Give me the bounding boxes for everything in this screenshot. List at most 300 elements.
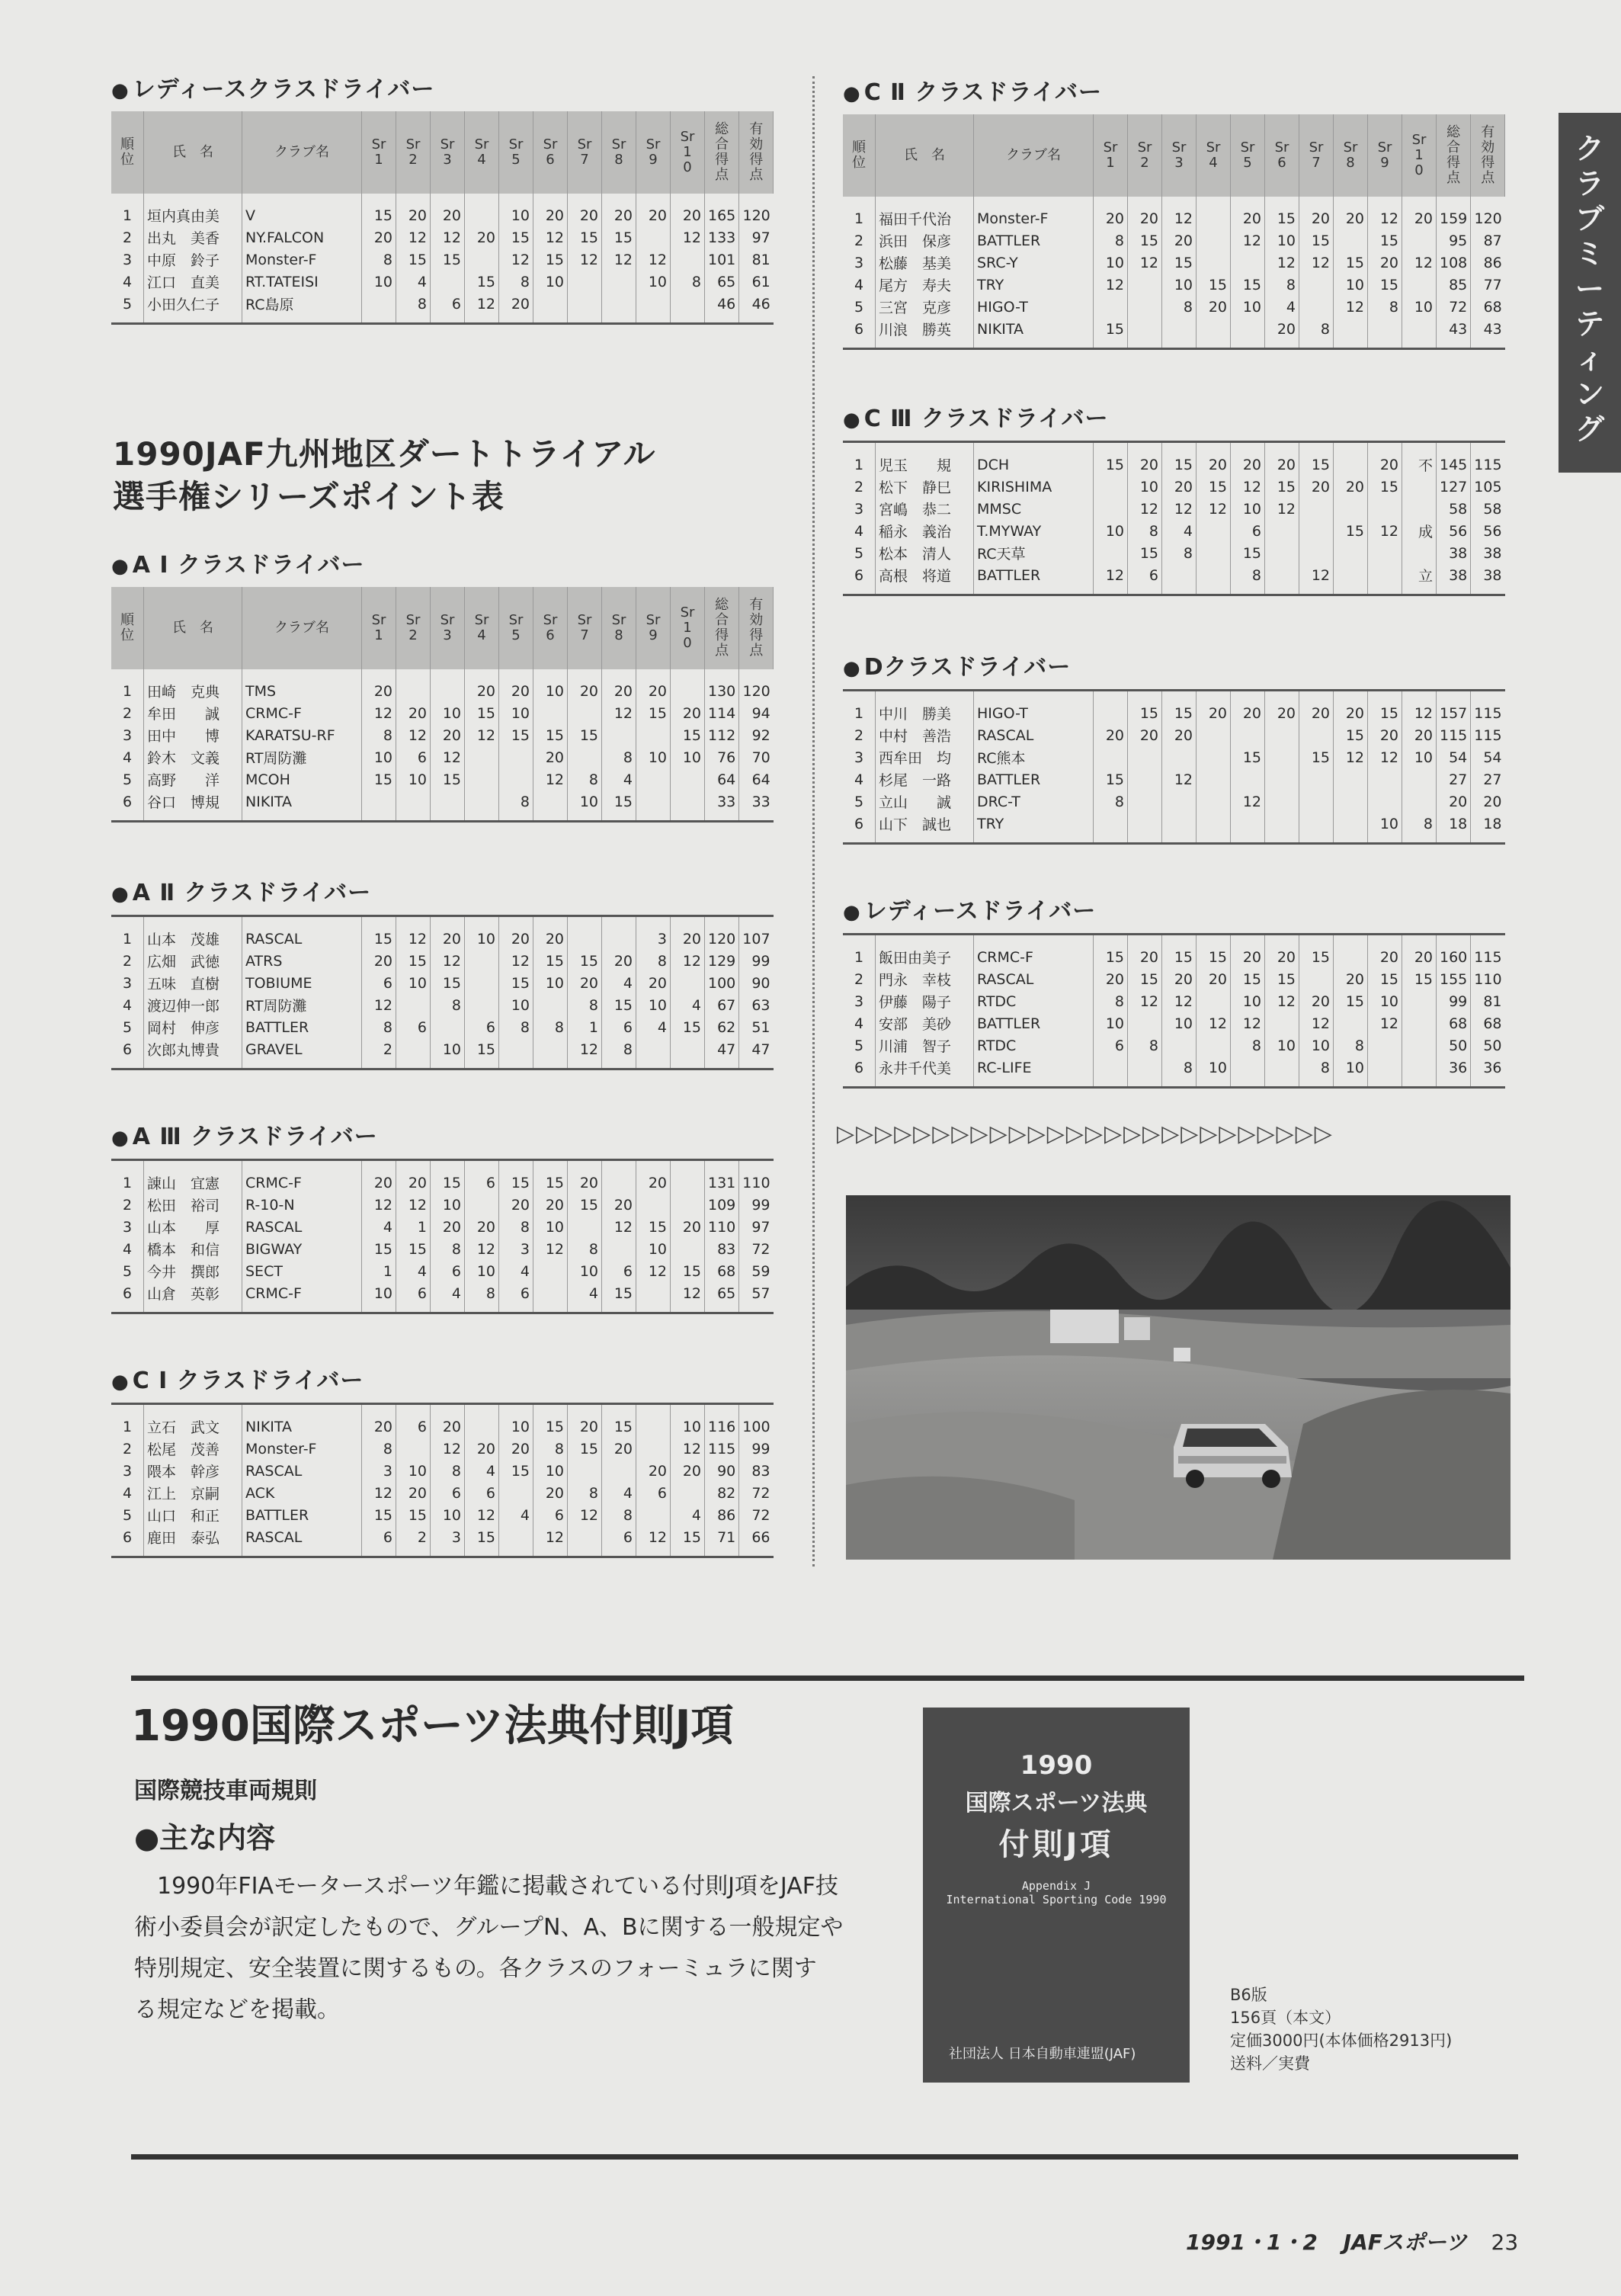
cell-round-points bbox=[1162, 318, 1197, 349]
cell-name: 中村 善浩 bbox=[876, 724, 974, 746]
cell-round-points: 20 bbox=[1368, 252, 1402, 274]
cell-round-points bbox=[1197, 197, 1231, 229]
cell-round-points bbox=[1334, 442, 1368, 476]
cell-round-points: 8 bbox=[1094, 990, 1128, 1012]
cell-round-points: 20 bbox=[431, 724, 465, 746]
cell-round-points bbox=[1265, 542, 1299, 564]
cell-valid: 107 bbox=[742, 930, 770, 948]
cell-round-points: 12 bbox=[1231, 476, 1265, 498]
points-table bbox=[843, 689, 1505, 845]
table-row bbox=[111, 194, 774, 226]
cell-round-points: 8 bbox=[362, 249, 396, 271]
table-row bbox=[843, 990, 1505, 1012]
cell-round-points bbox=[396, 994, 431, 1016]
cell-round-points: 8 bbox=[499, 271, 533, 293]
cell-club: HIGO-T bbox=[974, 691, 1094, 725]
cell-valid: 50 bbox=[1483, 1037, 1502, 1054]
cell-round-points bbox=[1265, 1012, 1299, 1034]
cell-round-points: 15 bbox=[1334, 990, 1368, 1012]
cell-round-points: 12 bbox=[1368, 197, 1402, 229]
cell-total: 114 bbox=[705, 702, 739, 724]
cell-club: BATTLER bbox=[974, 564, 1094, 595]
cell-total: 115 bbox=[705, 1438, 739, 1460]
cell-round-points bbox=[1299, 768, 1334, 790]
header-round: Sr1 bbox=[1094, 114, 1128, 197]
contents-heading: ●主な内容 bbox=[134, 1821, 276, 1855]
cell-rank: 4 bbox=[111, 271, 144, 293]
cell-round-points: 10 bbox=[636, 994, 671, 1016]
cell-round-points: 12 bbox=[1299, 1012, 1334, 1034]
cell-name: 稲永 義治 bbox=[876, 520, 974, 542]
cell-round-points: 8 bbox=[1368, 296, 1402, 318]
cell-total: 46 bbox=[705, 293, 739, 324]
cell-round-points: 20 bbox=[431, 1216, 465, 1238]
cell-round-points: 10 bbox=[1334, 1057, 1368, 1088]
cell-valid: 97 bbox=[751, 229, 770, 246]
cell-round-points: 不 bbox=[1402, 442, 1437, 476]
cell-round-points: 20 bbox=[1334, 197, 1368, 229]
header-total: 総合得点 bbox=[1437, 114, 1471, 197]
cell-round-points: 15 bbox=[1162, 935, 1197, 969]
cell-round-points: 12 bbox=[533, 1526, 568, 1557]
cell-round-points: 4 bbox=[1265, 296, 1299, 318]
cell-rank: 6 bbox=[111, 1282, 144, 1313]
cell-round-points bbox=[396, 1038, 431, 1069]
table-block-c1 bbox=[111, 1361, 774, 1558]
cell-valid: 90 bbox=[751, 974, 770, 992]
cell-round-points: 6 bbox=[602, 1016, 636, 1038]
header-rank: 順位 bbox=[111, 111, 144, 194]
cell-round-points bbox=[499, 1038, 533, 1069]
cell-round-points: 15 bbox=[1128, 968, 1162, 990]
section-title: ● A Ⅲ クラスドライバー bbox=[111, 1124, 378, 1150]
cell-round-points: 12 bbox=[1231, 1012, 1265, 1034]
cell-round-points: 8 bbox=[499, 1016, 533, 1038]
cell-round-points: 12 bbox=[362, 1194, 396, 1216]
cell-round-points: 10 bbox=[1265, 229, 1299, 252]
cell-name: 中原 鈴子 bbox=[144, 249, 242, 271]
cell-total: 67 bbox=[705, 994, 739, 1016]
cell-round-points bbox=[636, 293, 671, 324]
cell-round-points: 12 bbox=[1368, 520, 1402, 542]
cell-round-points: 6 bbox=[602, 1260, 636, 1282]
cell-round-points: 4 bbox=[396, 1260, 431, 1282]
cell-round-points: 20 bbox=[568, 194, 602, 226]
cell-round-points bbox=[1265, 746, 1299, 768]
table-row bbox=[843, 564, 1505, 595]
cell-round-points bbox=[1368, 768, 1402, 790]
cell-round-points: 4 bbox=[602, 768, 636, 790]
table-row bbox=[843, 1012, 1505, 1034]
cell-club: RTDC bbox=[974, 990, 1094, 1012]
cell-rank: 2 bbox=[111, 1194, 144, 1216]
table-row bbox=[111, 768, 774, 790]
cell-round-points bbox=[1128, 318, 1162, 349]
cell-round-points: 10 bbox=[431, 1194, 465, 1216]
table-row bbox=[111, 1282, 774, 1313]
table-row bbox=[111, 1438, 774, 1460]
cell-round-points: 15 bbox=[465, 702, 499, 724]
cell-round-points bbox=[1402, 498, 1437, 520]
cell-round-points: 20 bbox=[1368, 442, 1402, 476]
cell-round-points: 15 bbox=[1231, 542, 1265, 564]
cell-rank: 1 bbox=[111, 194, 144, 226]
cell-total: 127 bbox=[1437, 476, 1471, 498]
cell-round-points bbox=[1265, 724, 1299, 746]
cell-round-points: 15 bbox=[1334, 252, 1368, 274]
header-club: クラブ名 bbox=[974, 114, 1094, 197]
cell-round-points: 15 bbox=[1231, 274, 1265, 296]
cell-total: 155 bbox=[1437, 968, 1471, 990]
cell-round-points: 12 bbox=[1094, 564, 1128, 595]
cell-round-points: 12 bbox=[636, 1526, 671, 1557]
main-title bbox=[113, 433, 656, 518]
cell-name: 中川 勝美 bbox=[876, 691, 974, 725]
cell-round-points: 20 bbox=[1299, 691, 1334, 725]
cell-round-points: 10 bbox=[396, 1460, 431, 1482]
cell-club: RC-LIFE bbox=[974, 1057, 1094, 1088]
cell-round-points: 15 bbox=[671, 1526, 705, 1557]
cell-round-points bbox=[1299, 813, 1334, 844]
cell-round-points bbox=[1299, 724, 1334, 746]
bottom-rule bbox=[131, 2154, 1518, 2160]
cell-name: 今井 撰郎 bbox=[144, 1260, 242, 1282]
table-row bbox=[111, 724, 774, 746]
cell-round-points: 12 bbox=[671, 226, 705, 249]
cell-rank: 3 bbox=[111, 724, 144, 746]
cell-rank: 4 bbox=[111, 994, 144, 1016]
photo-illustration bbox=[846, 1195, 1510, 1560]
cell-round-points: 8 bbox=[1162, 542, 1197, 564]
cell-round-points: 20 bbox=[1231, 691, 1265, 725]
cell-round-points bbox=[1299, 274, 1334, 296]
cell-round-points bbox=[1402, 790, 1437, 813]
cell-round-points: 15 bbox=[1197, 935, 1231, 969]
cell-name: 杉尾 一路 bbox=[876, 768, 974, 790]
header-round: Sr6 bbox=[1265, 114, 1299, 197]
cell-round-points: 20 bbox=[465, 1216, 499, 1238]
cell-name: 田中 博 bbox=[144, 724, 242, 746]
cell-round-points: 20 bbox=[1265, 318, 1299, 349]
table-row bbox=[843, 768, 1505, 790]
cell-round-points: 10 bbox=[1368, 813, 1402, 844]
cell-round-points bbox=[465, 1404, 499, 1438]
cell-round-points: 12 bbox=[362, 702, 396, 724]
cell-valid: 18 bbox=[1483, 815, 1502, 832]
cell-round-points bbox=[533, 293, 568, 324]
cell-valid: 77 bbox=[1483, 276, 1502, 293]
cell-round-points bbox=[602, 916, 636, 951]
cell-round-points: 10 bbox=[465, 1260, 499, 1282]
cell-rank: 5 bbox=[111, 768, 144, 790]
cell-valid: 63 bbox=[751, 996, 770, 1014]
cell-club: BATTLER bbox=[242, 1504, 362, 1526]
cell-round-points: 20 bbox=[362, 669, 396, 702]
cell-valid: 86 bbox=[1483, 254, 1502, 271]
cell-name: 岡村 伸彦 bbox=[144, 1016, 242, 1038]
cell-round-points: 12 bbox=[362, 994, 396, 1016]
cell-round-points: 20 bbox=[602, 194, 636, 226]
table-row bbox=[111, 994, 774, 1016]
header-round: Sr5 bbox=[1231, 114, 1265, 197]
cell-round-points: 12 bbox=[1299, 564, 1334, 595]
table-row bbox=[111, 1404, 774, 1438]
cell-round-points: 20 bbox=[1162, 476, 1197, 498]
cell-round-points: 12 bbox=[1162, 197, 1197, 229]
cell-round-points: 20 bbox=[1162, 968, 1197, 990]
cell-rank: 3 bbox=[111, 1216, 144, 1238]
cell-total: 68 bbox=[705, 1260, 739, 1282]
cell-round-points bbox=[499, 746, 533, 768]
points-table bbox=[111, 915, 774, 1070]
cell-round-points: 15 bbox=[499, 1460, 533, 1482]
header-round: Sr7 bbox=[568, 587, 602, 669]
cell-valid: 99 bbox=[751, 1440, 770, 1457]
cell-round-points: 10 bbox=[1162, 1012, 1197, 1034]
cell-round-points: 20 bbox=[362, 226, 396, 249]
cell-round-points bbox=[1162, 564, 1197, 595]
cell-round-points bbox=[636, 724, 671, 746]
header-round: Sr9 bbox=[636, 111, 671, 194]
cell-round-points: 8 bbox=[499, 790, 533, 822]
cell-round-points bbox=[671, 1038, 705, 1069]
cell-round-points: 20 bbox=[1402, 197, 1437, 229]
cell-round-points: 8 bbox=[431, 1238, 465, 1260]
cell-round-points: 12 bbox=[1197, 1012, 1231, 1034]
cell-round-points bbox=[1402, 990, 1437, 1012]
cell-round-points bbox=[636, 1038, 671, 1069]
cell-club: CRMC-F bbox=[242, 1160, 362, 1194]
cell-rank: 5 bbox=[843, 296, 876, 318]
table-row bbox=[111, 669, 774, 702]
cell-round-points bbox=[1197, 790, 1231, 813]
cell-round-points: 12 bbox=[1094, 274, 1128, 296]
cell-round-points bbox=[1231, 768, 1265, 790]
cell-name: 三宮 克彦 bbox=[876, 296, 974, 318]
cell-round-points: 6 bbox=[1128, 564, 1162, 595]
cell-round-points: 12 bbox=[568, 1038, 602, 1069]
cell-rank: 2 bbox=[843, 968, 876, 990]
section-title: ● C Ⅰ クラスドライバー bbox=[111, 1368, 364, 1394]
cell-round-points: 10 bbox=[533, 972, 568, 994]
cell-name: 松尾 茂善 bbox=[144, 1438, 242, 1460]
cell-round-points: 20 bbox=[568, 669, 602, 702]
cell-round-points: 8 bbox=[1231, 564, 1265, 595]
cell-round-points: 20 bbox=[1368, 935, 1402, 969]
cell-club: Monster-F bbox=[242, 1438, 362, 1460]
cell-round-points: 12 bbox=[431, 950, 465, 972]
cell-rank: 1 bbox=[843, 197, 876, 229]
cell-round-points: 15 bbox=[602, 994, 636, 1016]
cell-round-points bbox=[431, 790, 465, 822]
cell-round-points: 6 bbox=[1094, 1034, 1128, 1057]
cell-round-points: 6 bbox=[362, 1526, 396, 1557]
section-sidebar-tab bbox=[1559, 113, 1621, 473]
cell-round-points: 15 bbox=[533, 724, 568, 746]
cell-rank: 6 bbox=[843, 813, 876, 844]
cell-name: 山倉 英彰 bbox=[144, 1282, 242, 1313]
header-round: Sr2 bbox=[396, 587, 431, 669]
cell-round-points: 15 bbox=[1197, 274, 1231, 296]
cell-name: 永井千代美 bbox=[876, 1057, 974, 1088]
points-table bbox=[843, 933, 1505, 1089]
header-round: Sr10 bbox=[671, 587, 705, 669]
cell-round-points: 15 bbox=[362, 916, 396, 951]
cell-round-points: 8 bbox=[1231, 1034, 1265, 1057]
cell-round-points bbox=[533, 994, 568, 1016]
cell-round-points bbox=[671, 768, 705, 790]
cell-round-points bbox=[1265, 813, 1299, 844]
cell-round-points: 20 bbox=[1368, 724, 1402, 746]
cell-round-points: 20 bbox=[1128, 197, 1162, 229]
table-row bbox=[843, 691, 1505, 725]
header-total: 総合得点 bbox=[705, 587, 739, 669]
cell-total: 68 bbox=[1437, 1012, 1471, 1034]
cell-total: 131 bbox=[705, 1160, 739, 1194]
table-row bbox=[111, 1260, 774, 1282]
cell-rank: 1 bbox=[111, 1160, 144, 1194]
cell-round-points bbox=[1128, 790, 1162, 813]
cell-valid: 43 bbox=[1483, 320, 1502, 338]
cell-round-points: 15 bbox=[362, 1238, 396, 1260]
cell-club: RC熊本 bbox=[974, 746, 1094, 768]
publication-description: 1990年FIAモータースポーツ年鑑に掲載されている付則J項をJAF技 術小委員会が訳定したもので、グループN、A、Bに関する一般規定や 特別規定、安全装置に関するもの。各クラスのフォーミュラに関す る規定などを掲載。 bbox=[134, 1873, 844, 2023]
cell-round-points: 10 bbox=[533, 669, 568, 702]
table-row bbox=[111, 1504, 774, 1526]
cell-round-points: 12 bbox=[1368, 746, 1402, 768]
cell-round-points: 15 bbox=[362, 1504, 396, 1526]
cell-round-points bbox=[1368, 1057, 1402, 1088]
cell-round-points: 15 bbox=[1368, 274, 1402, 296]
cell-round-points bbox=[533, 790, 568, 822]
cell-round-points: 20 bbox=[1231, 442, 1265, 476]
cell-valid: 70 bbox=[751, 749, 770, 766]
cell-round-points bbox=[1128, 813, 1162, 844]
cell-name: 広畑 武徳 bbox=[144, 950, 242, 972]
cell-round-points: 20 bbox=[636, 972, 671, 994]
cell-total: 112 bbox=[705, 724, 739, 746]
cell-club: BATTLER bbox=[974, 1012, 1094, 1034]
cell-round-points: 6 bbox=[533, 1504, 568, 1526]
cell-name: 垣内真由美 bbox=[144, 194, 242, 226]
cell-valid: 115 bbox=[1474, 948, 1502, 966]
cell-round-points: 15 bbox=[671, 1260, 705, 1282]
cell-round-points: 10 bbox=[568, 1260, 602, 1282]
cell-total: 33 bbox=[705, 790, 739, 822]
cell-total: 64 bbox=[705, 768, 739, 790]
cell-round-points bbox=[1402, 229, 1437, 252]
cell-round-points: 20 bbox=[431, 916, 465, 951]
cell-round-points bbox=[1231, 813, 1265, 844]
cell-rank: 4 bbox=[843, 1012, 876, 1034]
cell-round-points: 12 bbox=[1231, 229, 1265, 252]
cell-round-points bbox=[1299, 498, 1334, 520]
book-title-line2: 付則J項 bbox=[998, 1827, 1114, 1862]
cell-round-points bbox=[1368, 318, 1402, 349]
cell-round-points: 6 bbox=[602, 1526, 636, 1557]
cell-club: Monster-F bbox=[242, 249, 362, 271]
cell-round-points: 15 bbox=[602, 790, 636, 822]
cell-name: 五味 直樹 bbox=[144, 972, 242, 994]
cell-name: 小田久仁子 bbox=[144, 293, 242, 324]
cell-name: 谷口 博規 bbox=[144, 790, 242, 822]
cell-round-points bbox=[465, 746, 499, 768]
cell-round-points bbox=[1402, 768, 1437, 790]
cell-round-points: 20 bbox=[1128, 442, 1162, 476]
cell-valid: 38 bbox=[1483, 566, 1502, 584]
cell-rank: 1 bbox=[111, 916, 144, 951]
cell-valid: 105 bbox=[1474, 478, 1502, 495]
cell-club: BATTLER bbox=[242, 1016, 362, 1038]
table-row bbox=[111, 1016, 774, 1038]
table-row bbox=[111, 1460, 774, 1482]
cell-round-points bbox=[1265, 564, 1299, 595]
top-rule bbox=[131, 1676, 1524, 1681]
header-round: Sr8 bbox=[1334, 114, 1368, 197]
cell-round-points: 12 bbox=[1231, 790, 1265, 813]
cell-club: Monster-F bbox=[974, 197, 1094, 229]
cell-total: 90 bbox=[705, 1460, 739, 1482]
cell-club: SECT bbox=[242, 1260, 362, 1282]
cell-round-points: 12 bbox=[465, 1504, 499, 1526]
cell-round-points: 12 bbox=[431, 226, 465, 249]
cell-round-points: 15 bbox=[1094, 318, 1128, 349]
cell-round-points: 20 bbox=[1197, 968, 1231, 990]
cell-round-points: 8 bbox=[1402, 813, 1437, 844]
cell-round-points bbox=[568, 702, 602, 724]
cell-club: DCH bbox=[974, 442, 1094, 476]
table-row bbox=[843, 790, 1505, 813]
cell-round-points bbox=[1197, 813, 1231, 844]
book-info-line: 送料／実費 bbox=[1230, 2054, 1310, 2073]
cell-club: RC島原 bbox=[242, 293, 362, 324]
cell-round-points bbox=[1402, 318, 1437, 349]
cell-rank: 1 bbox=[843, 442, 876, 476]
cell-name: 山口 和正 bbox=[144, 1504, 242, 1526]
cell-round-points bbox=[1197, 520, 1231, 542]
cell-round-points: 8 bbox=[671, 271, 705, 293]
cell-round-points: 20 bbox=[431, 1404, 465, 1438]
header-round: Sr10 bbox=[1402, 114, 1437, 197]
cell-round-points bbox=[1299, 968, 1334, 990]
cell-club: RASCAL bbox=[242, 1216, 362, 1238]
cell-round-points: 20 bbox=[1402, 724, 1437, 746]
table-row bbox=[111, 1482, 774, 1504]
cell-round-points bbox=[1402, 1012, 1437, 1034]
cell-round-points: 3 bbox=[362, 1460, 396, 1482]
cell-round-points: 20 bbox=[1299, 476, 1334, 498]
cell-round-points: 12 bbox=[1402, 252, 1437, 274]
cell-valid: 97 bbox=[751, 1218, 770, 1236]
cell-valid: 99 bbox=[751, 952, 770, 970]
cell-round-points: 12 bbox=[1334, 296, 1368, 318]
cell-round-points: 1 bbox=[568, 1016, 602, 1038]
cell-rank: 4 bbox=[843, 274, 876, 296]
cell-round-points: 12 bbox=[1265, 252, 1299, 274]
cell-club: BATTLER bbox=[974, 768, 1094, 790]
header-round: Sr4 bbox=[465, 111, 499, 194]
cell-round-points: 10 bbox=[396, 972, 431, 994]
cell-round-points: 10 bbox=[1197, 1057, 1231, 1088]
cell-round-points bbox=[1197, 724, 1231, 746]
cell-round-points: 15 bbox=[1299, 746, 1334, 768]
cell-name: 牟田 誠 bbox=[144, 702, 242, 724]
cell-rank: 6 bbox=[111, 1526, 144, 1557]
cell-total: 157 bbox=[1437, 691, 1471, 725]
cell-name: 安部 美砂 bbox=[876, 1012, 974, 1034]
cell-round-points: 12 bbox=[499, 249, 533, 271]
column-divider bbox=[812, 76, 815, 1566]
